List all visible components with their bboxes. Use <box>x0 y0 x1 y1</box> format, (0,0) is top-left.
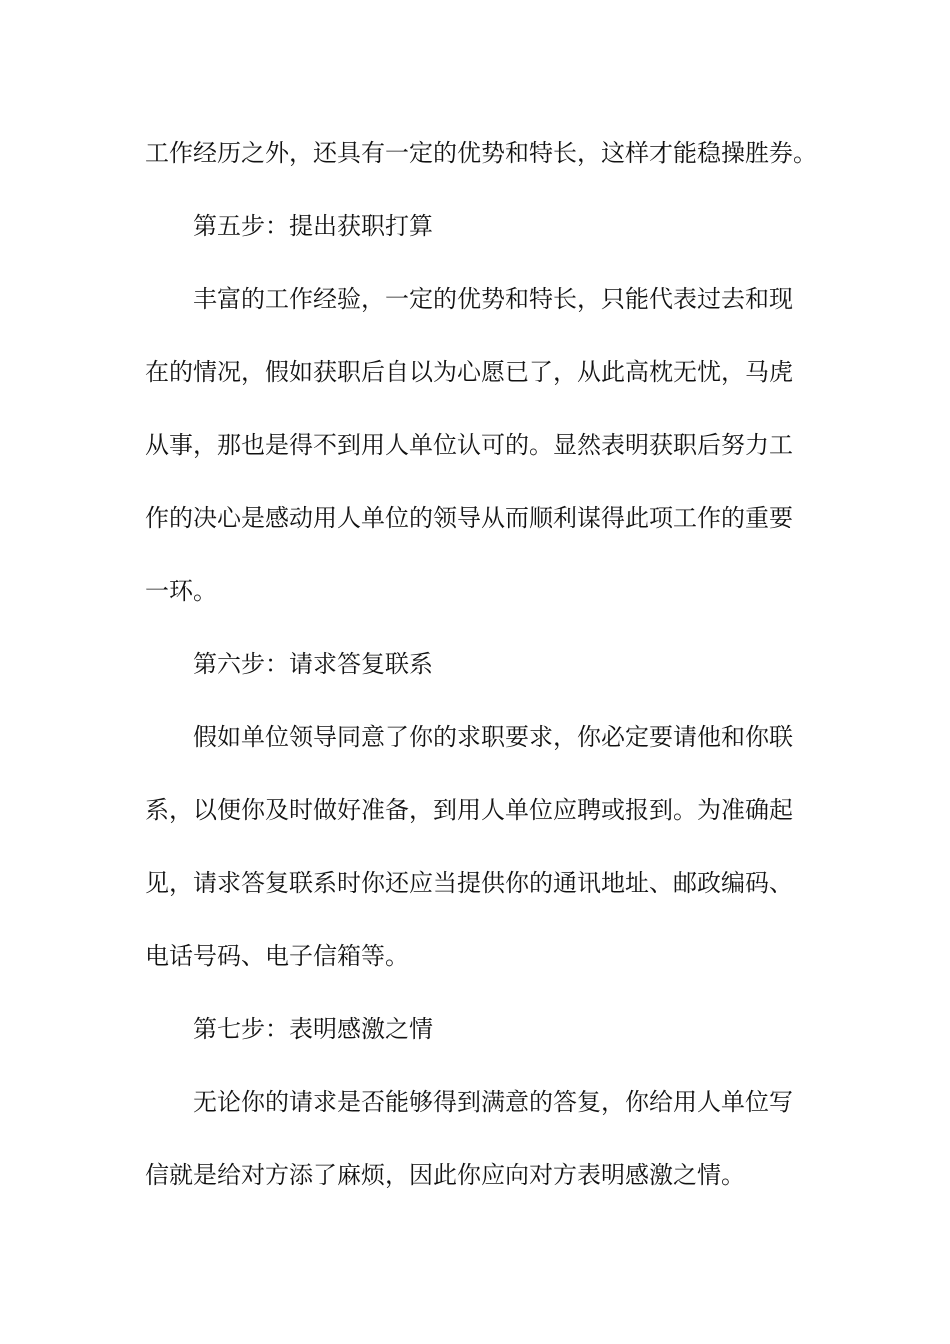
paragraph-line: 电话号码、电子信箱等。 <box>145 942 409 970</box>
paragraph-line: 信就是给对方添了麻烦，因此你应向对方表明感激之情。 <box>145 1161 745 1189</box>
paragraph-line: 在的情况，假如获职后自以为心愿已了，从此高枕无忧，马虎 <box>145 358 793 386</box>
paragraph-line: 无论你的请求是否能够得到满意的答复，你给用人单位写 <box>193 1088 793 1116</box>
section-heading-step-5: 第五步：提出获职打算 <box>193 212 433 240</box>
paragraph-line: 作的决心是感动用人单位的领导从而顺利谋得此项工作的重要 <box>145 504 793 532</box>
paragraph-line: 丰富的工作经验，一定的优势和特长，只能代表过去和现 <box>193 285 793 313</box>
paragraph-line: 假如单位领导同意了你的求职要求，你必定要请他和你联 <box>193 723 793 751</box>
section-heading-step-6: 第六步：请求答复联系 <box>193 650 433 678</box>
section-heading-step-7: 第七步：表明感激之情 <box>193 1015 433 1043</box>
paragraph-line: 从事，那也是得不到用人单位认可的。显然表明获职后努力工 <box>145 431 793 459</box>
paragraph-line: 见，请求答复联系时你还应当提供你的通讯地址、邮政编码、 <box>145 869 793 897</box>
paragraph-line: 工作经历之外，还具有一定的优势和特长，这样才能稳操胜券。 <box>145 139 817 167</box>
paragraph-line: 系，以便你及时做好准备，到用人单位应聘或报到。为准确起 <box>145 796 793 824</box>
paragraph-line: 一环。 <box>145 577 217 605</box>
